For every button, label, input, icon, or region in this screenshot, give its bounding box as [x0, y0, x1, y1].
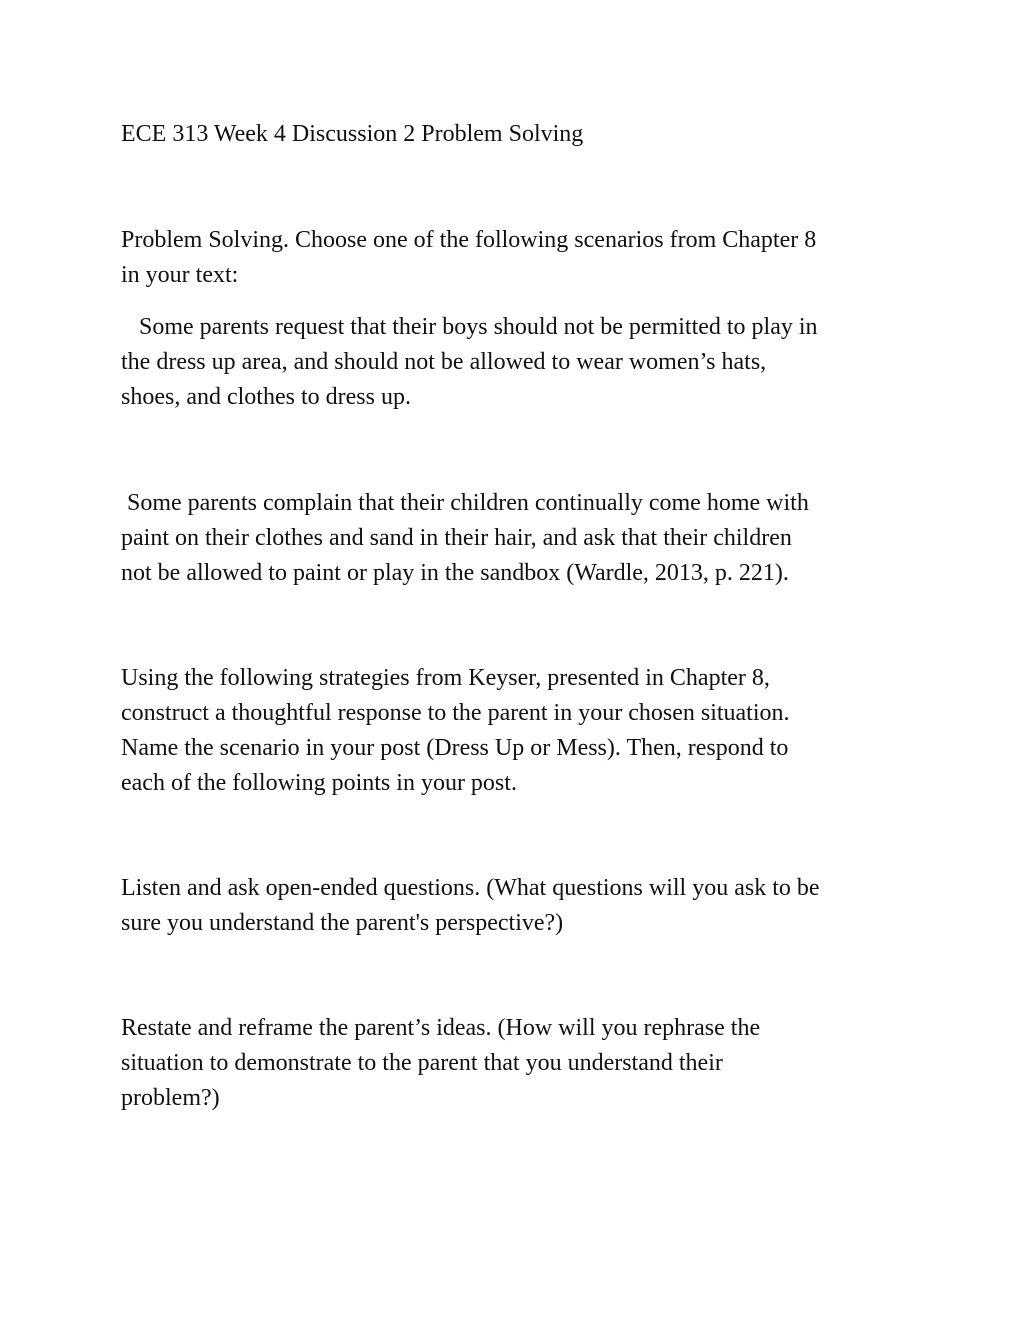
point-listen-line-2: sure you understand the parent's perspective?) — [121, 910, 564, 936]
instructions-line-3: Name the scenario in your post (Dress Up or Mess). Then, respond to — [121, 735, 789, 761]
point-restate-line-3: problem?) — [121, 1085, 220, 1111]
intro-line-1: Problem Solving. Choose one of the following scenarios from Chapter 8 — [121, 227, 817, 253]
scenario-dress-up-line-2: the dress up area, and should not be allowed to wear women’s hats, — [121, 349, 767, 375]
scenario-mess-line-3: not be allowed to paint or play in the sandbox (Wardle, 2013, p. 221). — [121, 560, 789, 586]
instructions-line-1: Using the following strategies from Keyser, presented in Chapter 8, — [121, 665, 770, 691]
point-listen-line-1: Listen and ask open-ended questions. (What questions will you ask to be — [121, 875, 820, 901]
scenario-mess-line-1: Some parents complain that their children continually come home with — [121, 490, 809, 516]
scenario-dress-up-line-1: Some parents request that their boys should not be permitted to play in — [121, 314, 818, 340]
scenario-mess-line-2: paint on their clothes and sand in their hair, and ask that their children — [121, 525, 792, 551]
instructions-line-4: each of the following points in your post. — [121, 770, 517, 796]
intro-line-2: in your text: — [121, 262, 239, 288]
point-restate-line-2: situation to demonstrate to the parent that you understand their — [121, 1050, 723, 1076]
instructions-line-2: construct a thoughtful response to the parent in your chosen situation. — [121, 700, 790, 726]
document-title: ECE 313 Week 4 Discussion 2 Problem Solving — [121, 121, 584, 147]
scenario-dress-up-line-3: shoes, and clothes to dress up. — [121, 384, 411, 410]
point-restate-line-1: Restate and reframe the parent’s ideas. (How will you rephrase the — [121, 1015, 761, 1041]
